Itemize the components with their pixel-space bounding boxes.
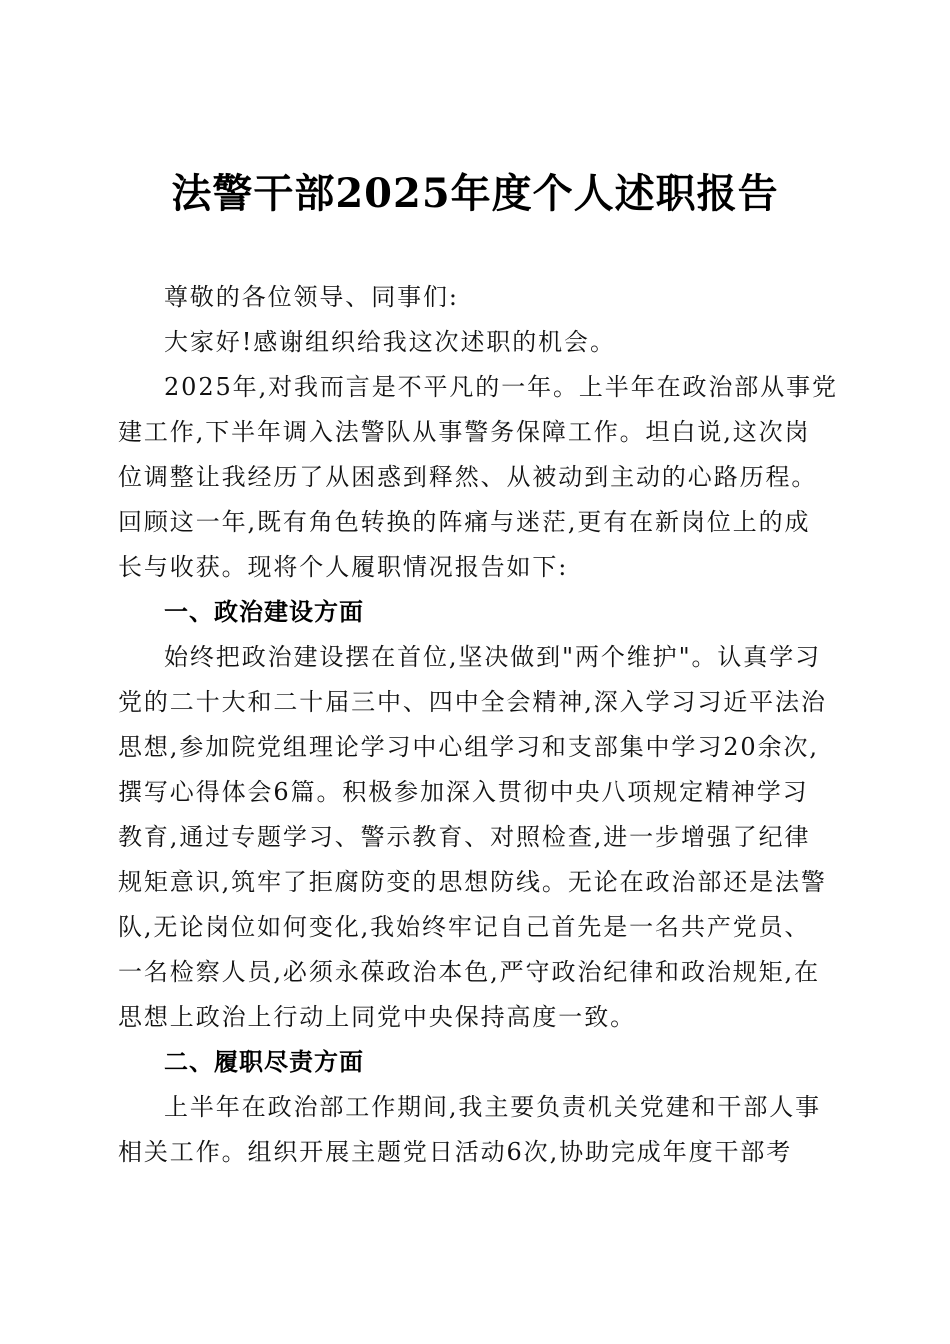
paragraph-line: 队,无论岗位如何变化,我始终牢记自己首先是一名共产党员、	[118, 913, 811, 941]
paragraph-line: 始终把政治建设摆在首位,坚决做到"两个维护"。认真学习	[164, 643, 822, 671]
paragraph-line: 一名检察人员,必须永葆政治本色,严守政治纪律和政治规矩,在	[118, 958, 820, 986]
paragraph-line: 思想,参加院党组理论学习中心组学习和支部集中学习20余次,	[118, 733, 819, 761]
paragraph-line: 教育,通过专题学习、警示教育、对照检查,进一步增强了纪律	[118, 823, 811, 851]
paragraph-line: 党的二十大和二十届三中、四中全会精神,深入学习习近平法治	[118, 688, 827, 716]
salutation: 尊敬的各位领导、同事们:	[164, 283, 459, 311]
section-heading: 二、履职尽责方面	[164, 1048, 364, 1076]
greeting: 大家好!感谢组织给我这次述职的机会。	[164, 328, 616, 356]
section-heading: 一、政治建设方面	[164, 598, 364, 626]
paragraph-line: 规矩意识,筑牢了拒腐防变的思想防线。无论在政治部还是法警	[118, 868, 827, 896]
document-title: 法警干部2025年度个人述职报告	[171, 170, 779, 217]
paragraph-line: 建工作,下半年调入法警队从事警务保障工作。坦白说,这次岗	[118, 418, 811, 446]
paragraph-line: 撰写心得体会6篇。积极参加深入贯彻中央八项规定精神学习	[118, 778, 809, 806]
intro-paragraph	[118, 365, 838, 590]
paragraph-line: 上半年在政治部工作期间,我主要负责机关党建和干部人事	[164, 1093, 822, 1121]
section-duties	[118, 1040, 834, 1175]
paragraph-line: 位调整让我经历了从困惑到释然、从被动到主动的心路历程。	[118, 463, 818, 491]
paragraph-line: 思想上政治上行动上同党中央保持高度一致。	[118, 1003, 636, 1031]
section-political	[118, 590, 834, 1040]
paragraph-line: 长与收获。现将个人履职情况报告如下:	[118, 553, 569, 581]
paragraph-line: 2025年,对我而言是不平凡的一年。上半年在政治部从事党	[164, 373, 838, 401]
document-body	[118, 275, 838, 1175]
paragraph-line: 回顾这一年,既有角色转换的阵痛与迷茫,更有在新岗位上的成	[118, 508, 811, 536]
paragraph-line: 相关工作。组织开展主题党日活动6次,协助完成年度干部考	[118, 1138, 793, 1166]
